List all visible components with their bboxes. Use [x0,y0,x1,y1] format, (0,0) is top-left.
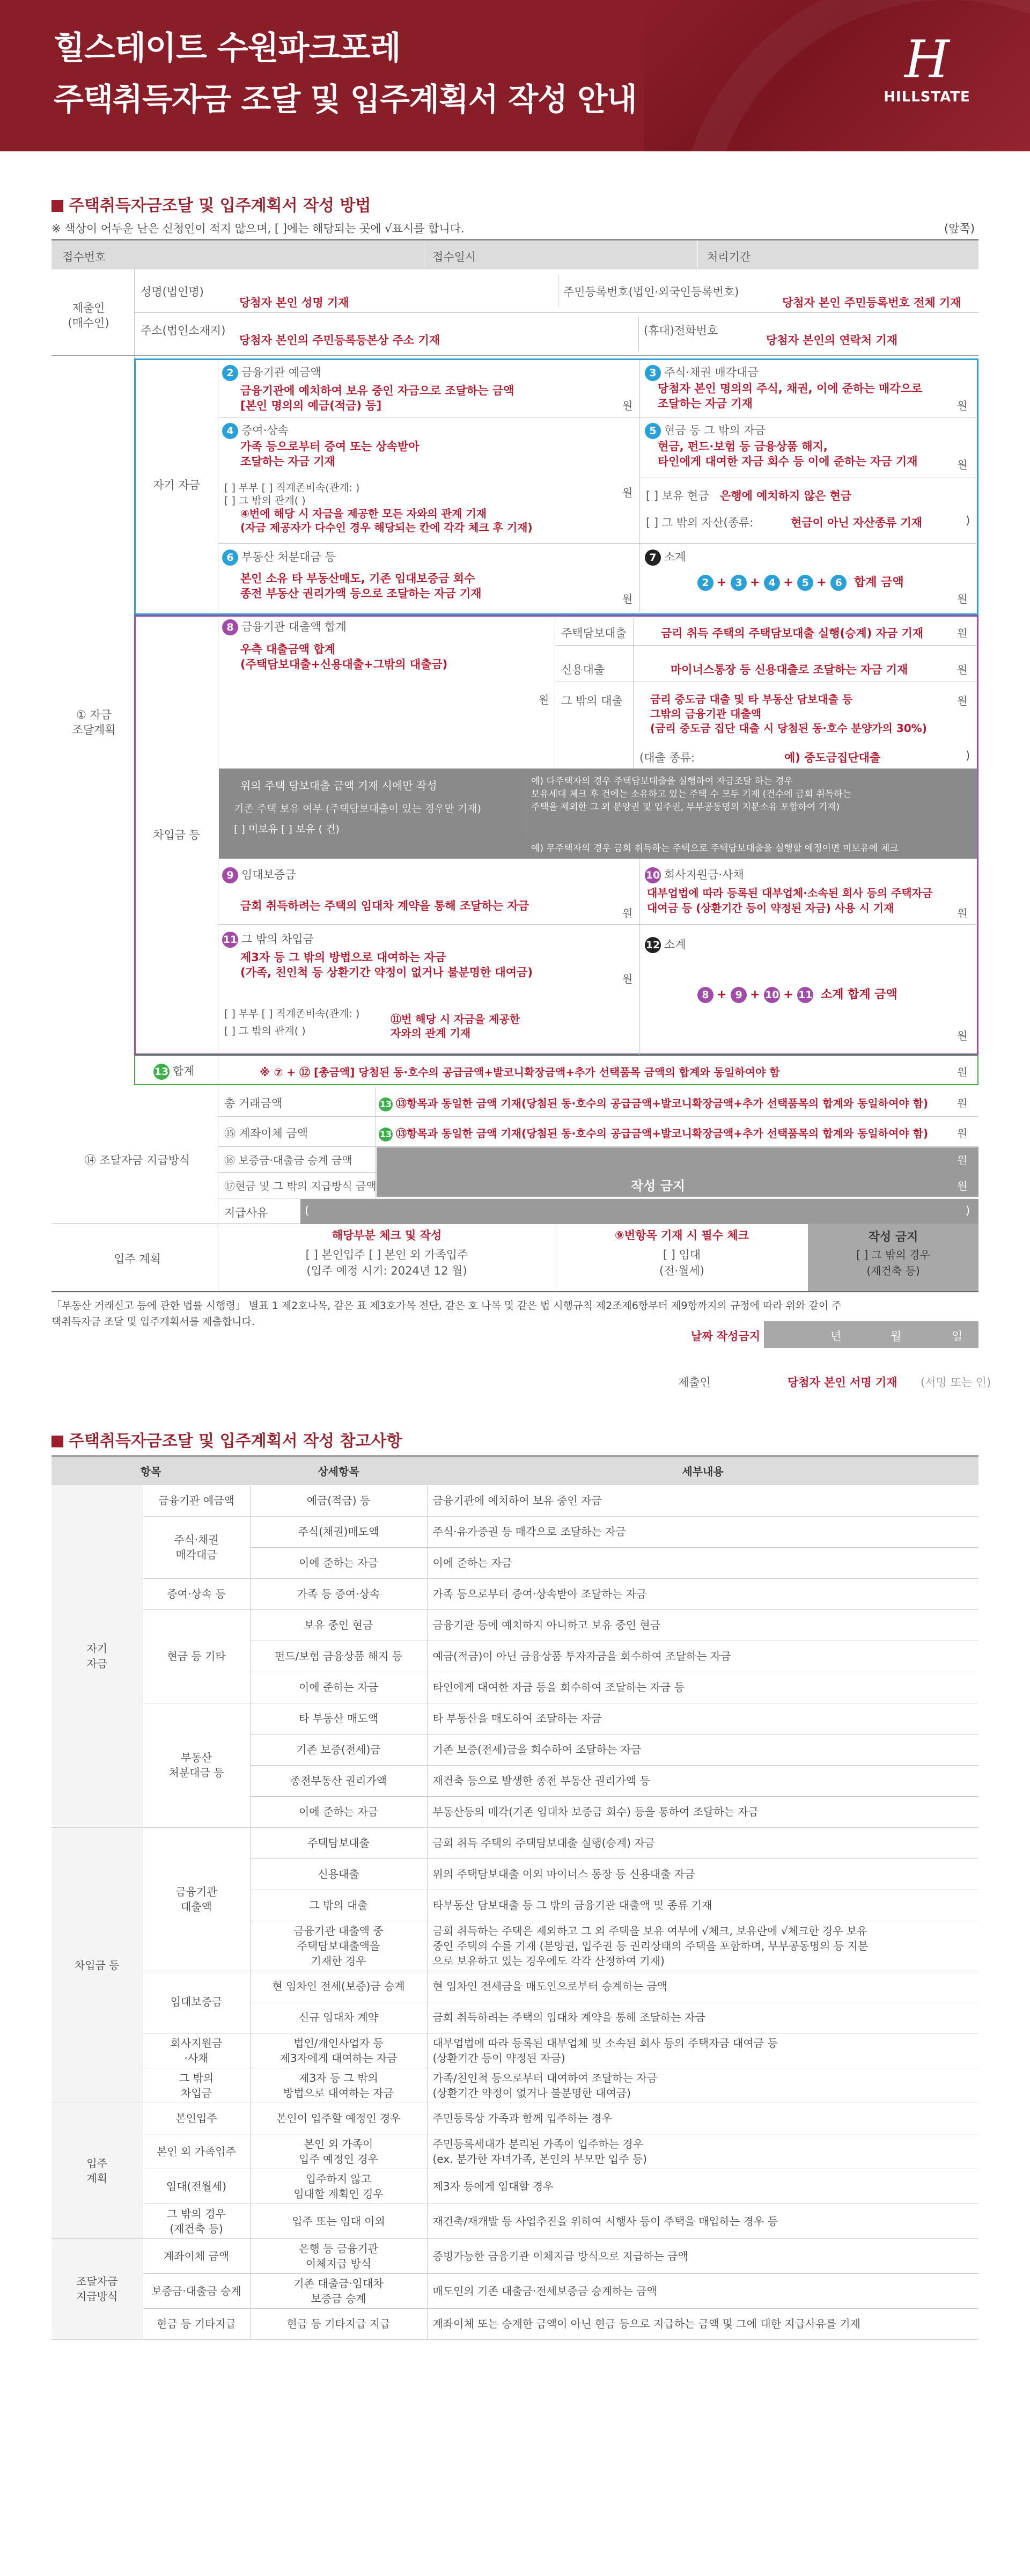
ref-content-cell: 기존 보증(전세)금을 회수하여 조달하는 자금 [427,1734,979,1765]
paren-close: ) [966,1204,970,1217]
ref-subitem-cell: 그 밖의 차입금 [143,2068,250,2103]
succession-won: 원 [957,1154,968,1167]
table-row [52,2169,979,2204]
own-cash-won: 원 [957,458,968,471]
address-value[interactable]: 당첨자 본인의 주민등록등본상 주소 기재 [239,334,440,347]
submitter-sign-suffix: (서명 또는 인) [921,1376,991,1389]
divider [218,1116,979,1117]
table-row [52,2033,979,2068]
own-deposit-text[interactable]: 금융기관에 예치하여 보유 중인 자금으로 조달하는 금액 [본인 명의의 예금(적금) 등] [240,384,514,412]
ref-content-cell: 금회 취득 주택의 주택담보대출 실행(승계) 자금 [427,1827,979,1858]
mortgage-info-title: 위의 주택 담보대출 금액 기재 시에만 작성 [240,779,437,792]
loan-type-value[interactable]: 예) 중도금집단대출 [784,751,881,764]
other-borrow-note: ⑪번 해당 시 자금을 제공한 자와의 관계 기재 [391,1013,520,1040]
succession-label: ⑯ 보증금·대출금 승계 금액 [224,1154,352,1167]
borrow-subtotal-title: 12 소계 [645,936,686,953]
other-loan-won: 원 [957,694,968,707]
divider [52,355,979,356]
ref-subitem-cell: 현금 등 기타 [143,1609,250,1703]
transfer-won: 원 [957,1127,968,1140]
ref-detail-cell: 그 밖의 대출 [250,1890,427,1921]
ref-group-cell: 조달자금 지급방식 [52,2238,143,2339]
ref-subitem-cell: 금융기관 대출액 [143,1827,250,1971]
own-gift-check-1[interactable]: [ ] 부부 [ ] 직계존비속(관계: ) [224,482,360,494]
ref-detail-cell: 은행 등 금융기관 이체지급 방식 [250,2238,427,2273]
own-cash-title: 5 현금 등 그 밖의 자금 [645,422,766,439]
own-realestate-won: 원 [622,592,633,605]
lease-deposit-title: 9 임대보증금 [222,866,296,883]
address-label: 주소(법인소재지) [141,324,226,337]
own-deposit-title: 2 금융기관 예금액 [222,364,321,381]
date-month: 월 [891,1330,902,1343]
ref-subitem-cell: 본인입주 [143,2103,250,2134]
ref-detail-cell: 주택담보대출 [250,1827,427,1858]
loan-total-title: 8 금융기관 대출액 합계 [222,618,347,635]
ref-content-cell: 타인에게 대여한 자금 등을 회수하여 조달하는 자금 등 [427,1672,979,1703]
table-row [52,1578,979,1609]
mortgage-won: 원 [957,627,968,640]
table-row [52,1971,979,2002]
ref-detail-cell: 주식(채권)매도액 [250,1516,427,1547]
divider [52,1291,979,1292]
ref-detail-cell: 신규 임대차 계약 [250,2002,427,2033]
own-gift-title: 4 증여·상속 [222,422,289,439]
ref-detail-cell: 기존 대출금·임대차 보증금 승계 [250,2273,427,2308]
ref-content-cell: 금융기관에 예치하여 보유 중인 자금 [427,1485,979,1516]
divider [697,240,698,269]
loan-total-won: 원 [539,693,549,706]
own-cash-held-note: 은행에 예치하지 않은 현금 [720,489,852,502]
ref-detail-cell: 타 부동산 매도액 [250,1703,427,1734]
credit-loan-value[interactable]: 마이너스통장 등 신용대출로 조달하는 자금 기재 [671,663,908,676]
paren-close: ) [966,514,970,527]
ref-detail-cell: 이에 준하는 자금 [250,1796,427,1827]
move-in-label: 입주 계획 [114,1253,161,1265]
ref-detail-cell: 이에 준하는 자금 [250,1547,427,1578]
credit-loan-won: 원 [957,663,968,676]
own-gift-check-2[interactable]: [ ] 그 밖의 관계( ) [224,495,306,507]
table-row [52,2308,979,2339]
ref-detail-cell: 법인/개인사업자 등 제3자에게 대여하는 자금 [250,2033,427,2068]
table-row [52,1516,979,1547]
ref-content-cell: 현 임차인 전세금을 매도인으로부터 승계하는 금액 [427,1971,979,2002]
name-label: 성명(법인명) [141,286,204,298]
divider [134,312,979,313]
own-cash-text[interactable]: 현금, 펀드·보험 등 금융상품 해지, 타인에게 대여한 자금 회수 등 이에 준하는 자금 기재 [658,440,918,468]
own-deposit-won: 원 [622,399,633,412]
cash-other-won: 원 [957,1180,968,1192]
law-statement: 「부동산 거래신고 등에 관한 법률 시행령」 별표 1 제2호나목, 같은 표 제3호가목 전단, 같은 호 나목 및 같은 법 시행규칙 제2조제6항부터 제9항까지의 규정에 따라 위와 같이 주 택취득자금 조달 및 입주계획서를 제출합니다. [52,1300,842,1328]
table-row [52,2068,979,2103]
paren-close: ) [966,749,970,762]
divider [555,645,977,646]
ref-detail-cell: 제3자 등 그 밖의 방법으로 대여하는 자금 [250,2068,427,2103]
ref-content-cell: 금회 취득하려는 주택의 임대차 계약을 통해 조달하는 자금 [427,2002,979,2033]
ref-subitem-cell: 임대보증금 [143,1971,250,2033]
ref-subitem-cell: 부동산 처분대금 등 [143,1703,250,1827]
receipt-no-label: 접수번호 [62,251,106,264]
lease-deposit-text[interactable]: 금회 취득하려는 주택의 임대차 계약을 통해 조달하는 자금 [240,899,529,912]
ref-subitem-cell: 계좌이체 금액 [143,2238,250,2273]
own-other-asset-check[interactable]: [ ] 그 밖의 자산(종류: [646,516,754,529]
name-value[interactable]: 당첨자 본인 성명 기재 [239,296,349,309]
divider [633,616,634,769]
ref-detail-cell: 본인이 입주할 예정인 경우 [250,2103,427,2134]
ref-detail-cell: 가족 등 증여·상속 [250,1578,427,1609]
move-in-col2-title: ⑨번항목 기재 시 필수 체크 [615,1229,749,1242]
move-in-date[interactable]: (입주 예정 시기: 2024년 12 월) [306,1264,467,1277]
move-in-self-check[interactable]: [ ] 본인입주 [ ] 본인 외 가족입주 [305,1248,468,1261]
mortgage-value[interactable]: 금리 취득 주택의 주택담보대출 실행(승계) 자금 기재 [661,627,924,640]
ref-detail-cell: 보유 중인 현금 [250,1609,427,1641]
ref-group-cell: 자기 자금 [52,1485,143,1827]
logo-mark: H [904,30,950,90]
table-row [52,2134,979,2169]
ref-group-cell: 입주 계획 [52,2103,143,2238]
ref-content-cell: 위의 주택담보대출 이외 마이너스 통장 등 신용대출 자금 [427,1858,979,1890]
reference-table [52,1455,979,2340]
ref-content-cell: 재건축/재개발 등 사업추진을 위하여 시행사 등이 주택을 매입하는 경우 등 [427,2204,979,2238]
own-funds-label: 자기 자금 [153,479,200,492]
ref-subitem-cell: 증여·상속 등 [143,1578,250,1609]
ref-detail-cell: 펀드/보험 금융상품 해지 등 [250,1641,427,1672]
payment-method-label: ⑭ 조달자금 지급방식 [84,1154,190,1167]
divider [638,317,639,351]
ref-content-cell: 예금(적금)이 아닌 금융상품 투자자금을 회수하여 조달하는 자금 [427,1641,979,1672]
bullet-square-icon [52,200,63,212]
move-in-col3-title: 작성 금지 [868,1231,918,1244]
ref-subitem-cell: 주식·채권 매각대금 [143,1516,250,1578]
divider [218,1146,979,1147]
total-trade-label: 총 거래금액 [224,1097,283,1110]
bullet-square-icon [52,1436,63,1447]
ref-content-cell: 주민등록세대가 분리된 가족이 입주하는 경우 (ex. 분가한 자녀가족, 본인의 부모만 입주 등) [427,2134,979,2169]
no-write-label: 작성 금지 [631,1179,686,1194]
move-in-other-check: [ ] 그 밖의 경우 [856,1248,930,1261]
table-row [52,1485,979,1516]
table-row [52,1703,979,1734]
other-loan-value[interactable]: 금리 중도금 대출 및 타 부동산 담보대출 등 그밖의 금융기관 대출액 (금리 중도금 집단 대출 시 당첨된 동·호수 분양가의 30%) [650,693,927,735]
total-label: 13 합계 [153,1063,195,1080]
ref-detail-cell: 본인 외 가족이 입주 예정인 경우 [250,2134,427,2169]
ref-content-cell: 주식·유가증권 등 매각으로 조달하는 자금 [427,1516,979,1547]
ref-subitem-cell: 보증금·대출금 승계 [143,2273,250,2308]
funding-plan-label: ① 자금 조달계획 [72,708,116,736]
own-stock-text[interactable]: 당첨자 본인 명의의 주식, 채권, 이에 준하는 매각으로 조달하는 자금 기재 [658,382,923,410]
ref-detail-cell: 종전부동산 권리가액 [250,1765,427,1796]
lease-deposit-won: 원 [622,907,633,920]
cash-other-label: ⑰현금 및 그 밖의 지급방식 금액 [224,1180,377,1192]
borrowed-label: 차입금 등 [153,829,200,841]
table-row [52,2238,979,2273]
ref-subitem-cell: 현금 등 기타지급 [143,2308,250,2339]
ref-content-cell: 제3자 등에게 임대할 경우 [427,2169,979,2204]
payment-reason-label: 지급사유 [224,1206,268,1219]
ref-content-cell: 대부업법에 따라 등록된 대부업체 및 소속된 회사 등의 주택자금 대여금 등 (상환기간 등이 약정된 자금) [427,2033,979,2068]
ref-detail-cell: 금융기관 대출액 중 주택담보대출액을 기재한 경우 [250,1921,427,1971]
page-side-note: (앞쪽) [944,222,975,235]
total-trade-won: 원 [957,1097,968,1110]
payment-reason-value: ( [305,1204,310,1217]
transfer-label: ⑮ 계좌이체 금액 [224,1127,308,1140]
own-gift-text[interactable]: 가족 등으로부터 증여 또는 상속받아 조달하는 자금 기재 [240,440,420,468]
receipt-row [52,240,979,269]
id-value[interactable]: 당첨자 본인 주민등록번호 전체 기재 [782,296,961,309]
phone-label: (휴대)전화번호 [644,324,718,337]
divider [218,924,977,925]
ref-header-item: 항목 [52,1456,250,1485]
other-borrow-won: 원 [622,972,633,985]
own-cash-held-check[interactable]: [ ] 보유 현금 [646,489,709,502]
ref-detail-cell: 이에 준하는 자금 [250,1672,427,1703]
mortgage-example-none: 예) 무주택자의 경우 금회 취득하는 주택으로 주택담보대출을 실행할 예정이면 미보유에 체크 [531,843,899,854]
own-gift-note: ④번에 해당 시 자금을 제공한 모든 자와의 관계 기재 (자금 제공자가 다수인 경우 해당되는 칸에 각각 체크 후 기재) [240,507,533,534]
ref-content-cell: 재건축 등으로 발생한 종전 부동산 권리가액 등 [427,1765,979,1796]
ref-subitem-cell: 본인 외 가족입주 [143,2134,250,2169]
divider [218,1172,377,1173]
own-gift-won: 원 [622,486,633,499]
borrow-subtotal-formula: 8 + 9 + 10 + 11 소계 합계 금액 [697,985,897,1003]
ref-header-content: 세부내용 [427,1456,979,1485]
total-won: 원 [957,1066,968,1079]
ref-detail-cell: 신용대출 [250,1858,427,1890]
ref-content-cell: 부동산등의 매각(기존 임대차 보증금 회수) 등을 통하여 조달하는 자금 [427,1796,979,1827]
own-stock-won: 원 [957,399,968,412]
own-subtotal-won: 원 [957,592,968,605]
table-row [52,1827,979,1858]
table-row [52,2273,979,2308]
submitter-signature[interactable]: 당첨자 본인 서명 기재 [788,1376,897,1389]
mortgage-label: 주택담보대출 [561,627,627,640]
other-borrow-title: 11 그 밖의 차입금 [222,931,314,948]
existing-house-label: 기존 주택 보유 여부 (주택담보대출이 있는 경우만 기재) [234,803,481,815]
loan-type-label: (대출 종류: [639,751,695,764]
ref-content-cell: 타부동산 담보대출 등 그 밖의 금융기관 대출액 및 종류 기재 [427,1890,979,1921]
ref-detail-cell: 기존 보증(전세)금 [250,1734,427,1765]
ref-detail-cell: 입주하지 않고 임대할 계획인 경우 [250,2169,427,2204]
company-loan-text[interactable]: 대부업법에 따라 등록된 대부업체·소속된 회사 등의 주택자금 대여금 등 (상환기간 등이 약정된 자금) 사용 시 기재 [647,887,933,914]
move-in-lease-check[interactable]: [ ] 임대 [663,1248,701,1261]
borrow-subtotal-won: 원 [957,1029,968,1042]
divider [218,543,977,544]
table-row [52,1609,979,1641]
hillstate-logo [873,30,981,105]
payment-reason-field [300,1199,979,1224]
own-realestate-text[interactable]: 본인 소유 타 부동산매도, 기존 임대보증금 회수 종전 부동산 권리가액 등으로 조달하는 자금 기재 [240,572,482,600]
section-title-reference: 주택취득자금조달 및 입주계획서 작성 참고사항 [52,1428,402,1451]
page-header [0,0,1030,151]
form-note: ※ 색상이 어두운 난은 신청인이 적지 않으며, [ ]에는 해당되는 곳에 √표시를 합니다. [52,222,465,235]
own-subtotal-formula: 2 + 3 + 4 + 5 + 6 합계 금액 [697,573,904,591]
date-field [764,1321,979,1348]
other-loan-label: 그 밖의 대출 [561,694,623,707]
own-realestate-title: 6 부동산 처분대금 등 [222,548,336,566]
existing-house-check[interactable]: [ ] 미보유 [ ] 보유 ( 건) [234,823,340,835]
divider [639,360,640,614]
ref-detail-cell: 예금(적금) 등 [250,1485,427,1516]
period-label: 처리기간 [707,251,751,264]
id-label: 주민등록번호(법인·외국인등록번호) [563,286,739,298]
ref-content-cell: 가족 등으로부터 증여·상속받아 조달하는 자금 [427,1578,979,1609]
ref-content-cell: 매도인의 기존 대출금·전세보증금 승계하는 금액 [427,2273,979,2308]
header-subtitle: 주택취득자금 조달 및 입주계획서 작성 안내 [54,81,637,118]
ref-content-cell: 타 부동산을 매도하여 조달하는 자금 [427,1703,979,1734]
company-loan-title: 10 회사지원금·사채 [645,866,744,883]
ref-detail-cell: 현금 등 기타지급 지급 [250,2308,427,2339]
ref-group-cell: 차입금 등 [52,1827,143,2103]
ref-content-cell: 주민등록상 가족과 함께 입주하는 경우 [427,2103,979,2134]
table-row [52,2204,979,2238]
date-no-write-label: 날짜 작성금지 [691,1330,761,1343]
date-day: 일 [952,1330,963,1343]
ref-detail-cell: 입주 또는 임대 이외 [250,2204,427,2238]
total-formula: ※ ⑦ + ⑫ [총금액] 당첨된 동·호수의 공급금액+발코니확장금액+추가 선택품목 금액의 합계와 동일하여야 함 [260,1066,780,1079]
ref-content-cell: 금융기관 등에 예치하지 아니하고 보유 중인 현금 [427,1609,979,1641]
submitter-label: 제출인 [678,1376,711,1389]
phone-value[interactable]: 당첨자 본인의 연락처 기재 [766,334,898,347]
ref-subitem-cell: 그 밖의 경우 (재건축 등) [143,2204,250,2238]
ref-content-cell: 증빙가능한 금융기관 이체지급 방식으로 지급하는 금액 [427,2238,979,2273]
other-borrow-text[interactable]: 제3자 등 그 밖의 방법으로 대여하는 자금 (가족, 친인척 등 상환기간 약정이 없거나 불분명한 대여금) [240,951,533,979]
ref-content-cell: 가족/친인척 등으로부터 대여하여 조달하는 자금 (상환기간 약정이 없거나 불분명한 대여금) [427,2068,979,2103]
logo-text: HILLSTATE [884,89,970,105]
other-borrow-check-2[interactable]: [ ] 그 밖의 관계( ) [224,1025,306,1037]
company-loan-won: 원 [957,907,968,920]
ref-detail-cell: 현 임차인 전세(보증)금 승계 [250,1971,427,2002]
mortgage-example-multi: 예) 다주택자의 경우 주택담보대출을 실행하여 자금조달 하는 경우 보유세대 체크 후 건에는 소유하고 있는 주택 수 모두 기재 (건수에 금회 취득하는 주택을 제외한 그 외 분양권 및 입주권, 부부공동명의 지분소유 포함하여 기재) [531,776,851,813]
table-row [52,2103,979,2134]
move-in-other-note: (재건축 등) [866,1264,920,1277]
total-trade-value[interactable]: 13 ⑬항목과 동일한 금액 기재(당첨된 동·호수의 공급금액+발코니확장금액+추가 선택품목의 합계와 동일하여야 함) [379,1095,928,1111]
own-subtotal-title: 7 소계 [645,548,686,566]
ref-subitem-cell: 회사지원금 ·사채 [143,2033,250,2068]
ref-content-cell: 계좌이체 또는 승계한 금액이 아닌 현금 등으로 지급하는 금액 및 그에 대한 지급사유를 기재 [427,2308,979,2339]
header-title: 힐스테이트 수원파크포레 [54,30,401,67]
ref-content-cell: 금회 취득하는 주택은 제외하고 그 외 주택을 보유 여부에 √체크, 보유란에 √체크한 경우 보유 중인 주택의 수를 기재 (분양권, 입주권 등 권리상태의 주택을 포함하며, 부부공동명의 등 지분 으로 보유하고 있는 경우에도 각각 산정하여 기재) [427,1921,979,1971]
ref-content-cell: 이에 준하는 자금 [427,1547,979,1578]
section-title-method: 주택취득자금조달 및 입주계획서 작성 방법 [52,192,371,216]
own-stock-title: 3 주식·채권 매각대금 [645,364,759,381]
ref-subitem-cell: 금융기관 예금액 [143,1485,250,1516]
other-borrow-check-1[interactable]: [ ] 부부 [ ] 직계존비속(관계: ) [224,1008,360,1020]
ref-header-detail: 상세항목 [250,1456,427,1485]
divider [639,859,640,1055]
applicant-label: 제출인 (매수인) [68,302,109,330]
move-in-col1-title: 해당부분 체크 및 작성 [332,1229,442,1242]
date-year: 년 [830,1330,842,1343]
receipt-date-label: 접수일시 [432,251,476,264]
own-other-asset-note: 현금이 아닌 자산종류 기재 [791,516,923,529]
ref-subitem-cell: 임대(전월세) [143,2169,250,2204]
loan-total-text[interactable]: 우측 대출금액 합계 (주택담보대출+신용대출+그밖의 대출금) [240,643,448,671]
move-in-lease-type: (전·월세) [659,1264,704,1277]
credit-loan-label: 신용대출 [561,663,605,676]
transfer-value[interactable]: 13 ⑬항목과 동일한 금액 기재(당첨된 동·호수의 공급금액+발코니확장금액+추가 선택품목의 합계와 동일하여야 함) [379,1125,928,1141]
